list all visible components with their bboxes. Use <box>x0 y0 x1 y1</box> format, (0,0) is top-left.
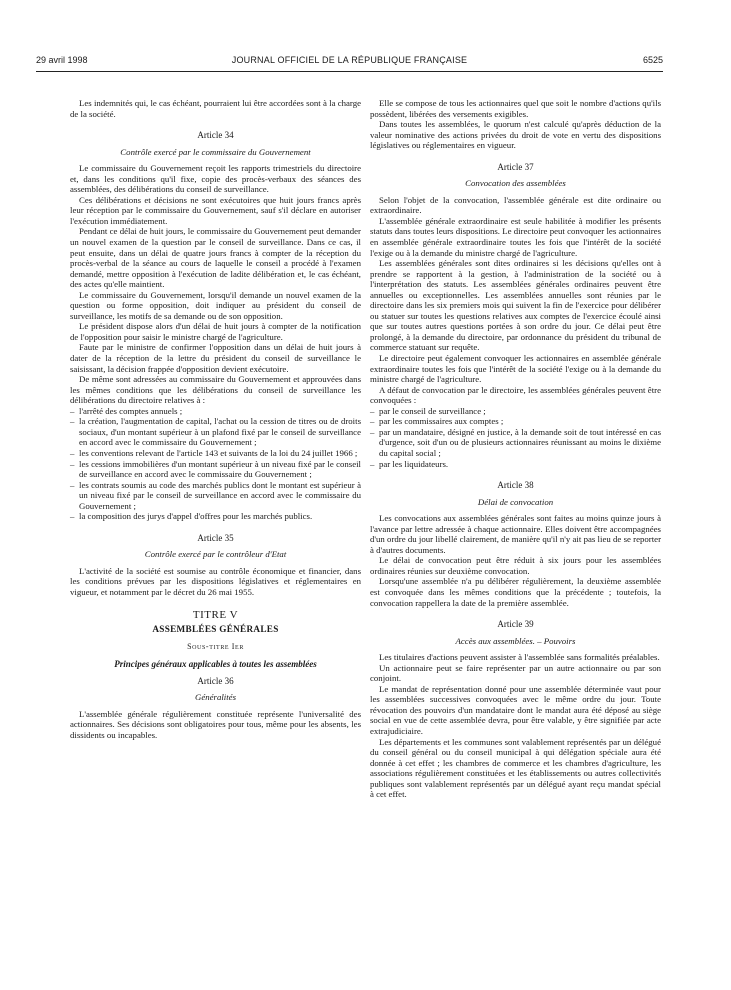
article-37-subtitle: Convocation des assemblées <box>465 178 566 189</box>
article-37-heading: Article 37 <box>497 161 534 172</box>
list-item: – les cessions immobilières d'un montant supérieur à un niveau fixé par le conseil de surveillance en accord avec le commissaire du Gouvernement ; <box>70 459 361 480</box>
sous-titre-heading: Sous-titre Ier <box>187 641 244 651</box>
paragraph: L'assemblée générale extraordinaire est seule habilitée à modifier les présents statuts dans toutes leurs dispositions. Le directoire peut convoquer les actionnaires en assemblée générale extraordinaire toutes les fois que l'intérêt de la société l'exige ou à la demande du ministre chargé de l'agriculture. <box>370 215 661 258</box>
article-37-list <box>370 406 661 469</box>
article-34-subtitle: Contrôle exercé par le commissaire du Gouvernement <box>120 146 311 157</box>
paragraph: Les indemnités qui, le cas échéant, pourraient lui être accordées sont à la charge de la société. <box>70 98 361 119</box>
list-item: – la création, l'augmentation de capital, l'achat ou la cession de titres ou de droits sociaux, d'un montant supérieur à un plafond fixé par le conseil de surveillance en accord avec le commissaire du Gouvernement ; <box>70 416 361 448</box>
paragraph: Elle se compose de tous les actionnaires quel que soit le nombre d'actions qu'ils possèdent, libérées des versements exigibles. <box>370 98 661 119</box>
list-item: – par les liquidateurs. <box>370 459 661 470</box>
list-item: – par le conseil de surveillance ; <box>370 406 661 417</box>
article-36-subtitle: Généralités <box>194 692 237 703</box>
header-rule <box>36 71 663 72</box>
paragraph: Lorsqu'une assemblée n'a pu délibérer régulièrement, la deuxième assemblée est convoquée dans les mêmes conditions que la précédente ; toutefois, la convocation rappellera la date de la première assemblée. <box>370 576 661 608</box>
left-column <box>70 98 361 740</box>
article-39-heading: Article 39 <box>497 619 534 630</box>
paragraph: Les convocations aux assemblées générales sont faites au moins quinze jours à l'avance par lettre adressée à chaque actionnaire. Elles doivent être accompagnées d'un ordre du jour libellé clairement, de manière qu'il n'y ait pas lieu de se reporter à d'autres documents. <box>370 513 661 555</box>
header-page-number: 6525 <box>642 55 663 65</box>
paragraph: De même sont adressées au commissaire du Gouvernement et approuvées dans les mêmes conditions que les délibérations du conseil de surveillance les délibérations du directoire relatives à : <box>70 374 361 406</box>
paragraph: Le commissaire du Gouvernement reçoit les rapports trimestriels du directoire et, dans les conditions qu'il fixe, copie des procès-verbaux des séances des assemblées, des délibérations du conseil de surveillance. <box>70 163 361 195</box>
paragraph: L'activité de la société est soumise au contrôle économique et financier, dans les conditions prévues par les dispositions législatives et réglementaires en vigueur, et notamment par le décret du 26 mai 1955. <box>70 565 361 597</box>
titre-heading: TITRE V <box>192 608 239 621</box>
principes-heading: Principes généraux applicables à toutes les assemblées <box>114 659 317 670</box>
paragraph: Les départements et les communes sont valablement représentés par un délégué du conseil général ou du conseil municipal à qui délégation spéciale aura été donnée à cet effet ; les chambres de commerce et les chambres d'agriculture, les associations régulièrement constituées et les établissements ou autres collectivités publiques sont valablement représentés par un délégué ayant reçu mandat spécial à cet effet. <box>370 736 661 800</box>
list-item: – par les commissaires aux comptes ; <box>370 416 661 427</box>
page-header <box>36 55 663 69</box>
list-item: – les contrats soumis au code des marchés publics dont le montant est supérieur à un niveau fixé par le conseil de surveillance en accord avec le commissaire du Gouvernement ; <box>70 480 361 512</box>
article-36-heading: Article 36 <box>197 675 234 686</box>
right-column <box>370 98 661 800</box>
paragraph: Le président dispose alors d'un délai de huit jours à compter de la notification de l'opposition pour saisir le ministre chargé de l'agriculture. <box>70 321 361 342</box>
paragraph: Faute par le ministre de confirmer l'opposition dans un délai de huit jours à dater de la réception de la lettre du président du conseil de surveillance le saisissant, la décision frappée d'opposition devient exécutoire. <box>70 342 361 374</box>
article-39-subtitle: Accès aux assemblées. – Pouvoirs <box>455 635 576 646</box>
paragraph: Un actionnaire peut se faire représenter par un autre actionnaire ou par son conjoint. <box>370 662 661 684</box>
list-item: – la composition des jurys d'appel d'offres pour les marchés publics. <box>70 511 361 522</box>
article-34-heading: Article 34 <box>197 130 234 141</box>
list-item: – l'arrêté des comptes annuels ; <box>70 406 361 417</box>
article-38-subtitle: Délai de convocation <box>477 496 554 507</box>
paragraph: Ces délibérations et décisions ne sont exécutoires que huit jours francs après leur réception par le commissaire du Gouvernement, sauf s'il déclare en autoriser l'exécution immédiatement. <box>70 194 361 226</box>
header-date: 29 avril 1998 <box>36 55 88 65</box>
paragraph: Le mandat de représentation donné pour une assemblée déterminée vaut pour les assemblées successives convoquées avec le même ordre du jour. Toute révocation des pouvoirs d'un mandataire dont le mandat aura été déposé au siège social en vue de cette assemblée devra, pour être valable, y être signifiée par acte extrajudiciaire. <box>370 683 661 736</box>
article-35-heading: Article 35 <box>197 532 234 543</box>
paragraph: Le commissaire du Gouvernement, lorsqu'il demande un nouvel examen de la question ou forme opposition, doit indiquer au président du conseil de surveillance, les motifs de sa demande ou de son opposition. <box>70 289 361 321</box>
paragraph: A défaut de convocation par le directoire, les assemblées générales peuvent être convoquées : <box>370 384 661 406</box>
paragraph: Les titulaires d'actions peuvent assister à l'assemblée sans formalités préalables. <box>379 652 660 663</box>
titre-subheading: ASSEMBLÉES GÉNÉRALES <box>152 624 279 635</box>
list-item: – les conventions relevant de l'article 143 et suivants de la loi du 24 juillet 1966 ; <box>70 448 361 459</box>
paragraph: L'assemblée générale régulièrement constituée représente l'universalité des actionnaires. Ses décisions sont obligatoires pour tous, même pour les absents, les dissidents ou incapables. <box>70 708 361 740</box>
paragraph: Le délai de convocation peut être réduit à six jours pour les assemblées ordinaires réunies sur deuxième convocation. <box>370 555 661 576</box>
article-35-subtitle: Contrôle exercé par le contrôleur d'Etat <box>144 549 287 560</box>
paragraph: Pendant ce délai de huit jours, le commissaire du Gouvernement peut demander un nouvel examen de la question par le conseil de surveillance. Dans ce cas, il peut ensuite, dans un délai de quatre jours francs à compter de la réception du procès-verbal de la séance au cours de laquelle le conseil a procédé à l'examen demandé, mettre opposition à l'exécution de ladite délibération et, le cas échéant, des actes qu'elle maintient. <box>70 226 361 290</box>
header-journal-title: JOURNAL OFFICIEL DE LA RÉPUBLIQUE FRANÇAISE <box>231 55 468 65</box>
list-item: – par un mandataire, désigné en justice, à la demande soit de tout intéressé en cas d'urgence, soit d'un ou de plusieurs actionnaires réunissant au moins le dixième du capital social ; <box>370 427 661 459</box>
paragraph: Dans toutes les assemblées, le quorum n'est calculé qu'après déduction de la valeur nominative des actions privées du droit de vote en vertu des dispositions législatives ou réglementaires en vigueur. <box>370 119 661 151</box>
paragraph: Les assemblées générales sont dites ordinaires si les décisions qu'elles ont à prendre se rapportent à la gestion, à l'administration de la société ou à l'interprétation des statuts. Les assemblées générales ordinaires peuvent être annuelles ou exceptionnelles. Les assemblées annuelles sont réunies par le directoire dans les six premiers mois qui suivent la fin de l'exercice pour délibérer ou statuer sur toutes les questions relatives aux comptes de l'exercice écoulé ainsi que sur toutes autres questions portées à son ordre du jour. Ce délai peut être prolongé, à la demande du directoire, par ordonnance du président du tribunal de commerce statuant sur requête. <box>370 258 661 353</box>
paragraph: Selon l'objet de la convocation, l'assemblée générale est dite ordinaire ou extraordinaire. <box>370 194 661 216</box>
paragraph: Le directoire peut également convoquer les actionnaires en assemblée générale extraordinaire toutes les fois que l'intérêt de la société l'exige ou à la demande du ministre chargé de l'agriculture. <box>370 353 661 385</box>
article-38-heading: Article 38 <box>497 480 534 491</box>
article-34-list <box>70 406 361 522</box>
